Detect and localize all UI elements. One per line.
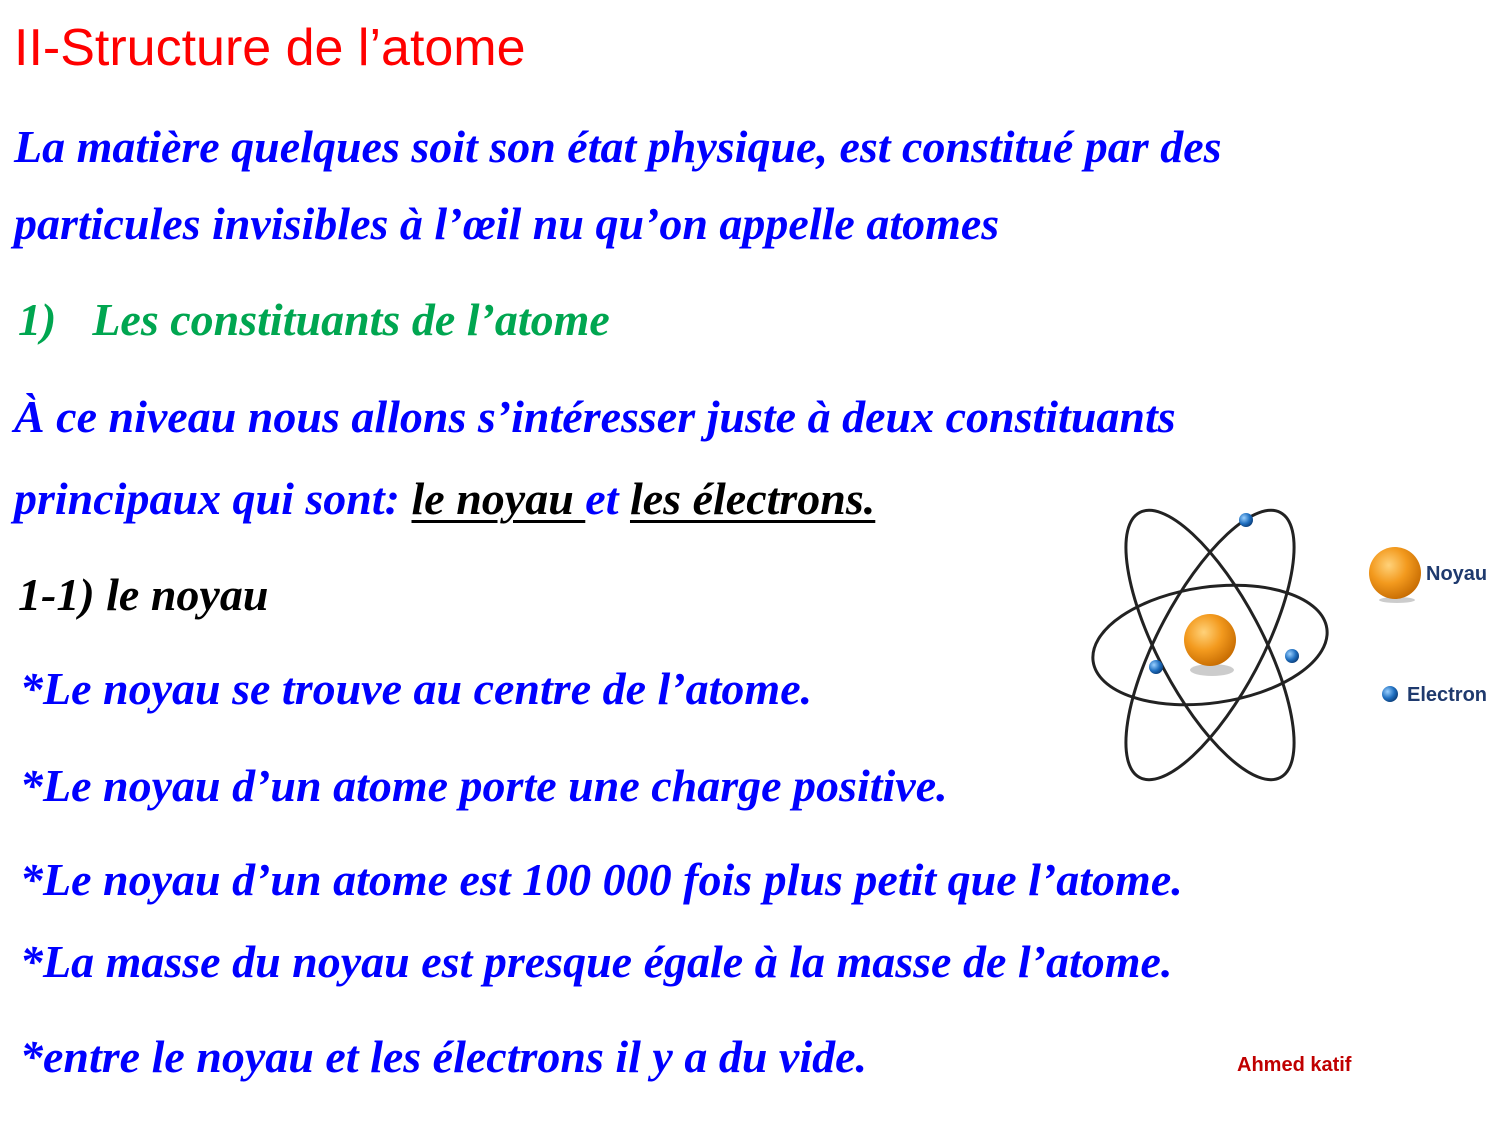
term-and: et (585, 473, 630, 524)
intro-line-1: La matière quelques soit son état physique, est constitué par des (14, 121, 1222, 172)
subsection-title: 1-1) le noyau (18, 569, 269, 620)
legend-label-noyau: Noyau (1426, 563, 1488, 585)
section-number: 1) (18, 294, 57, 345)
slide-title: II-Structure de l’atome (14, 19, 526, 77)
atom-diagram (1085, 490, 1335, 800)
section-heading (18, 294, 610, 345)
level-line-2 (14, 473, 876, 524)
fact-3: *Le noyau d’un atome est 100 000 fois plus petit que l’atome. (20, 854, 1183, 905)
electron (1239, 513, 1253, 527)
term-noyau: le noyau (411, 473, 586, 524)
author-credit: Ahmed katif (1237, 1054, 1352, 1076)
electron (1285, 649, 1299, 663)
section-title: Les constituants de l’atome (92, 294, 610, 345)
nucleus-icon (1365, 544, 1425, 604)
fact-2: *Le noyau d’un atome porte une charge positive. (20, 760, 948, 811)
level-line-1: À ce niveau nous allons s’intéresser juste à deux constituants (14, 391, 1176, 442)
intro-line-2: particules invisibles à l’œil nu qu’on appelle atomes (14, 198, 1000, 249)
fact-1: *Le noyau se trouve au centre de l’atome. (20, 663, 813, 714)
legend-label-electron: Electron (1407, 684, 1488, 706)
level-line-2-prefix: principaux qui sont: (14, 473, 412, 524)
fact-5: *entre le noyau et les électrons il y a du vide. (20, 1031, 868, 1082)
fact-4: *La masse du noyau est presque égale à la masse de l’atome. (20, 936, 1173, 987)
electron (1149, 660, 1163, 674)
term-electrons: les électrons. (629, 473, 876, 524)
electron-icon (1380, 684, 1400, 704)
nucleus (1184, 614, 1236, 666)
